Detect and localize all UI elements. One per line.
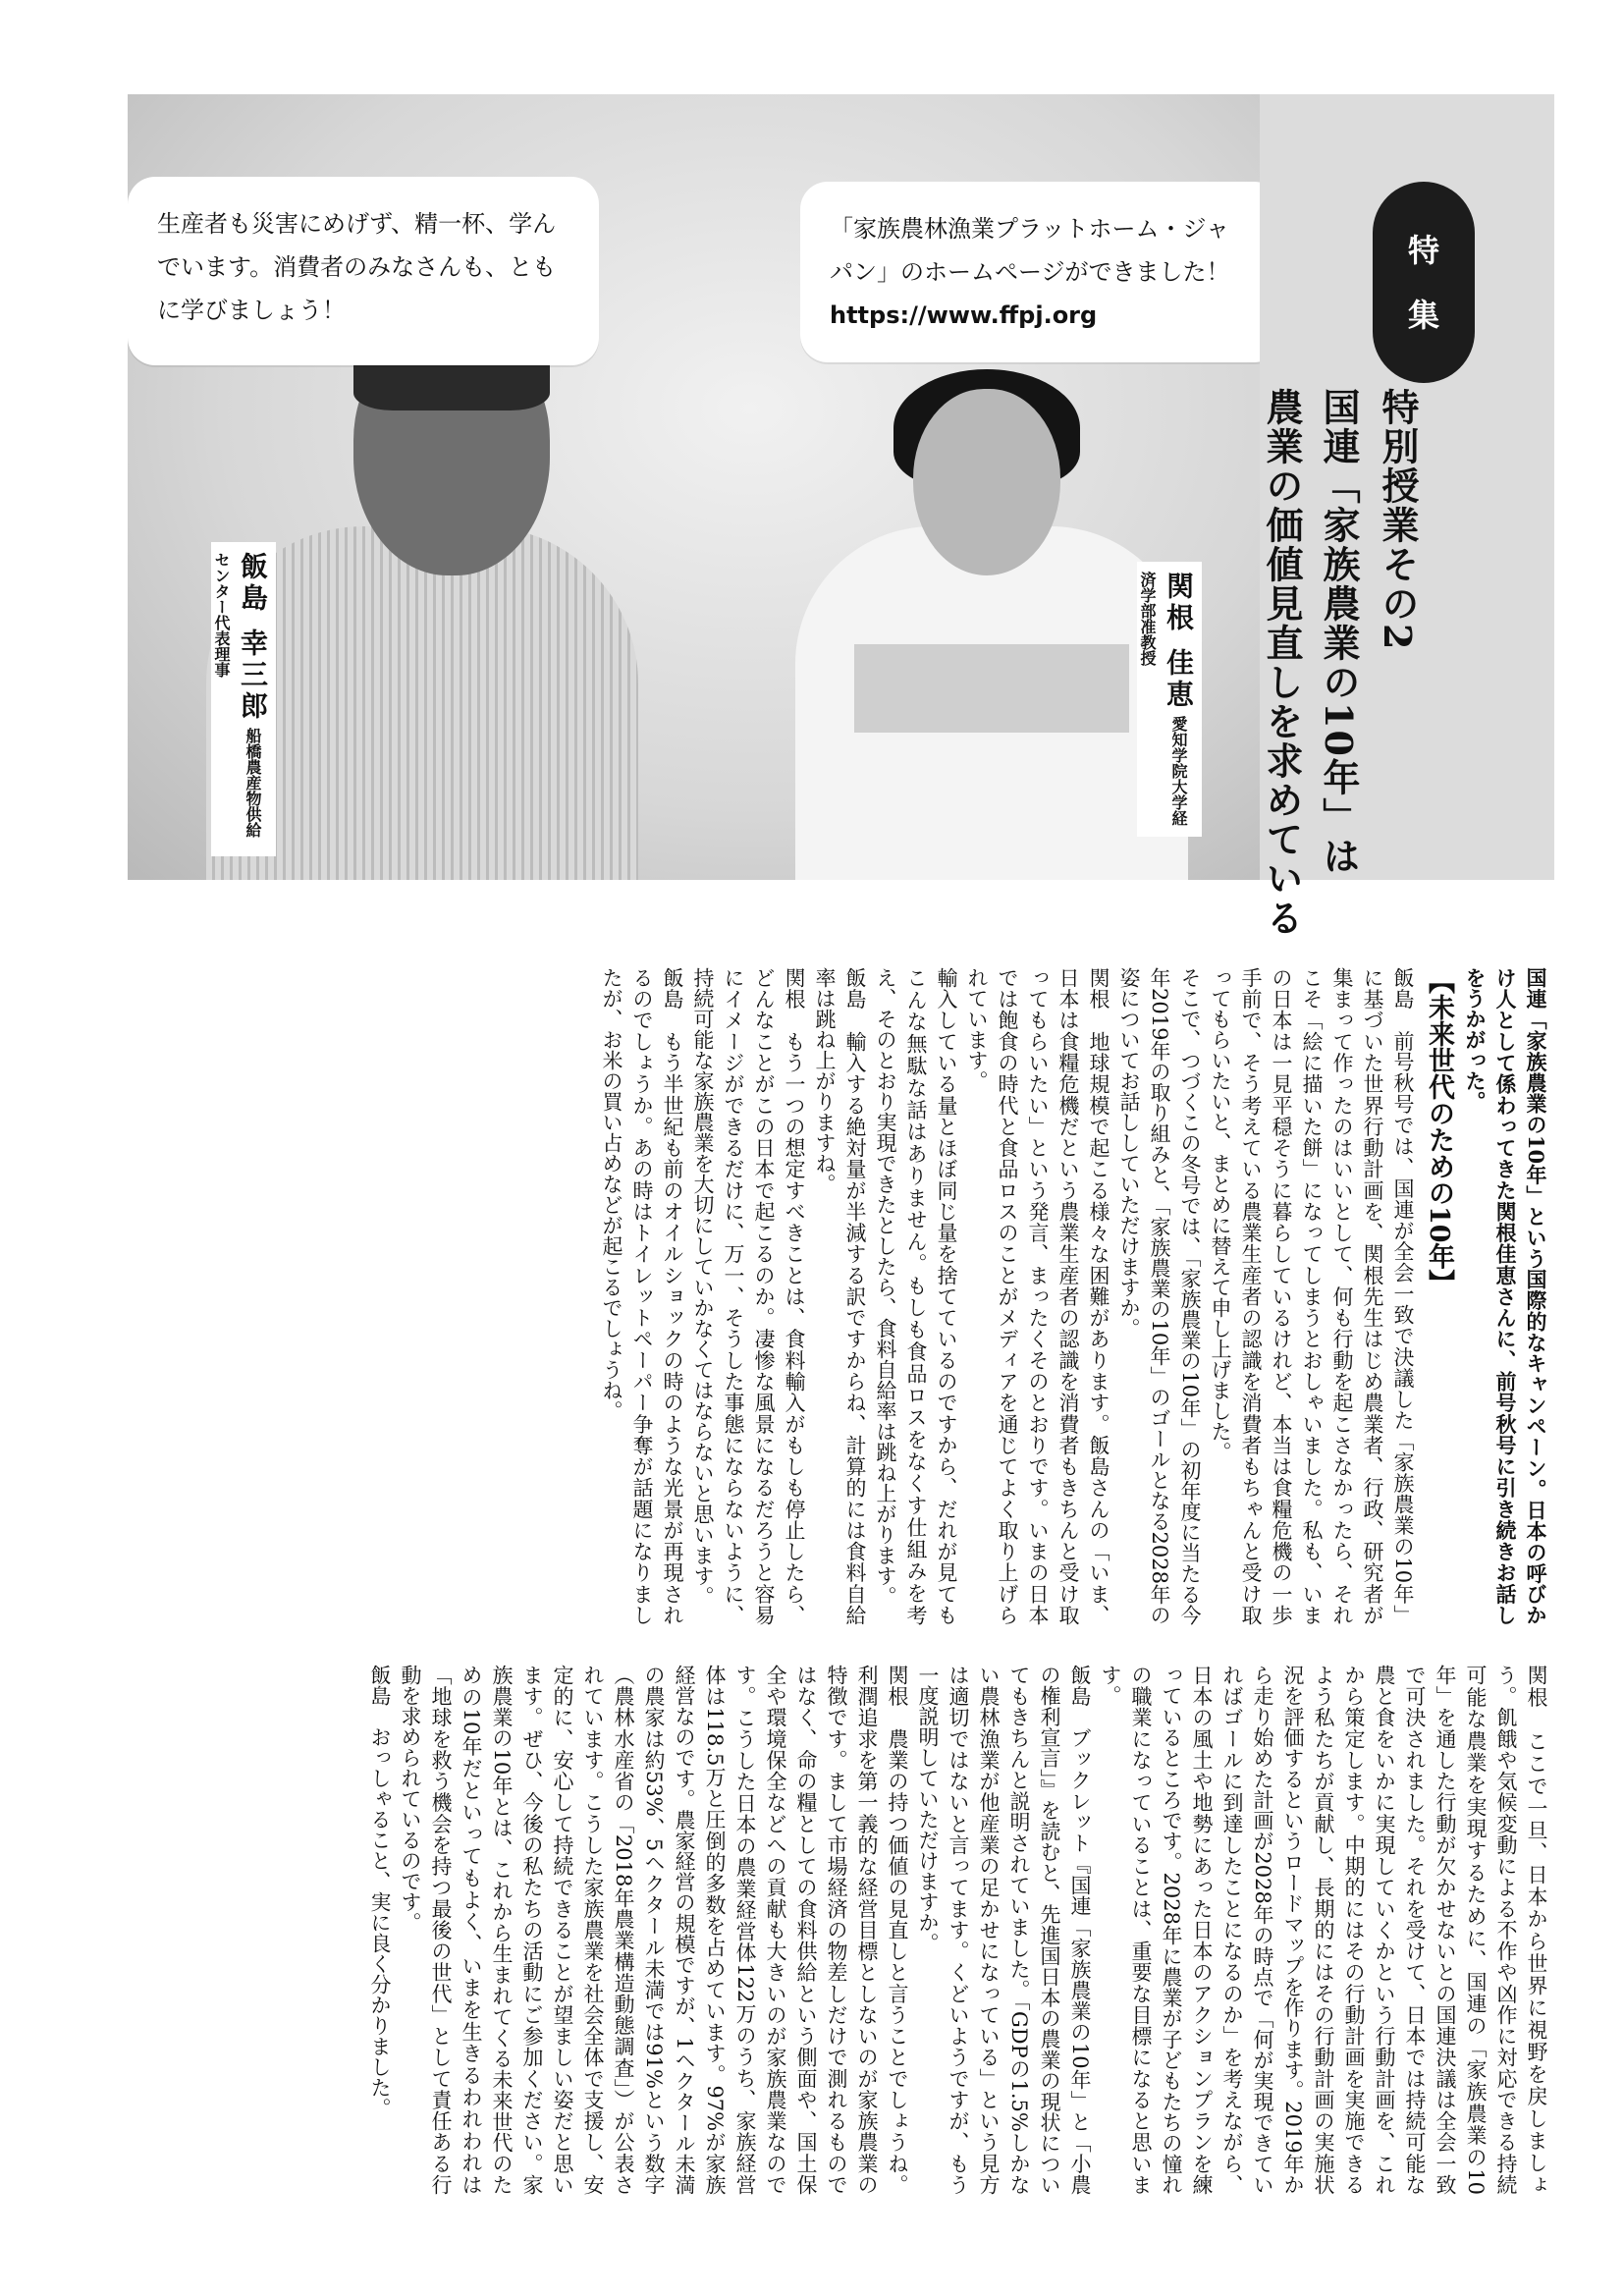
woman-head <box>913 389 1060 575</box>
section-heading: 【未来世代のための10年】 <box>1424 967 1454 1296</box>
article-paragraph: 飯島 輸入する絶対量が半減する訳ですからね、計算的には食料自給率は跳ね上がりますね。 <box>813 967 867 1625</box>
speech-bubble-homepage-text: 「家族農林漁業プラットホーム・ジャパン」のホームページができました！ <box>830 215 1230 286</box>
woman-name-label <box>1137 562 1202 837</box>
article-column-top <box>123 967 1551 1625</box>
headline-line-3: 農業の価値見直しを求めている <box>1260 388 1304 938</box>
headline-line-1: 特別授業その2 <box>1376 388 1420 652</box>
article-paragraph: 飯島 前号秋号では、国連が全会一致で決議した「家族農業の10年」に基づいた世界行動計画を、関根先生はじめ農業者、行政、研究者が集まって作ったのはいいとして、何も行動を起こさなかったら、それこそ「絵に描いた餅」になってしまうとおしゃいました。私も、いまの日本は一見平穏そうに暮らしているけれど、本当は食糧危機の一歩手前で、そう考えている農業生産者の認識を消費者もちゃんと受け取ってもらいたいと、まとめに替えて申し上げました。 <box>1209 967 1415 1625</box>
speech-bubble-producer-text: 生産者も災害にめげず、精一杯、学んでいます。消費者のみなさんも、ともに学びましょう！ <box>157 210 557 324</box>
kimono-obi <box>854 644 1129 733</box>
article-column-bottom <box>123 1665 1551 2195</box>
man-title: 船橋農産物供給センター代表理事 <box>212 552 262 838</box>
feature-badge <box>1373 182 1475 383</box>
feature-badge-char-2: 集 <box>1407 296 1439 334</box>
article-paragraph: 飯島 ブックレット『国連「家族農業の10年」と「小農の権利宣言」』を読むと、先進国日本の農業の現状についてもきちんと説明されていました。「GDPの1.5%しかない農林漁業が他産業の足かせになっている」という見方は適切ではないと言ってます。くどいようですが、もう一度説明していただけますか。 <box>916 1665 1092 2195</box>
article-paragraph: 関根 もう一つの想定すべきことは、食料輸入がもしも停止したら、どんなことがこの日本で起こるのか。凄惨な風景になるだろうと容易にイメージができるだけに、万一、そうした事態にならないように、持続可能な家族農業を大切にしていかなくてはならないと思います。 <box>691 967 806 1625</box>
article-lead: 国連「家族農業の10年」という国際的なキャンペーン。日本の呼びかけ人として係わってきた関根佳恵さんに、前号秋号に引き続きお話しをうかがった。 <box>1463 967 1548 1625</box>
speech-bubble-homepage <box>800 182 1281 362</box>
speech-bubble-producer <box>128 177 599 365</box>
woman-title: 愛知学院大学経済学部准教授 <box>1138 572 1188 826</box>
homepage-url[interactable]: https://www.ffpj.org <box>830 301 1098 329</box>
article-paragraph: 関根 地球規模で起こる様々な困難があります。飯島さんの「いま、日本は食糧危機だという農業生産者の認識を消費者もきちんと受け取ってもらいたい」という発言、まったくそのとおりです。いまの日本では飽食の時代と食品ロスのことがメディアを通じてよく取り上げられています。 <box>965 967 1110 1625</box>
feature-badge-char-1: 特 <box>1407 231 1439 269</box>
article-paragraph: 飯島 おっしゃること、実に良く分かりました。 <box>368 1665 392 2118</box>
woman-name: 関根 佳恵 <box>1163 572 1195 711</box>
article-paragraph: 輸入している量とほぼ同じ量を捨てているのですから、だれが見てもこんな無駄な話はありません。もしも食品ロスをなくす仕組みを考え、そのとおり実現できたとしたら、食料自給率は跳ね上がります。 <box>874 967 958 1625</box>
article-paragraph: 関根 ここで一旦、日本から世界に視野を戻しましょう。飢餓や気候変動による不作や凶作に対応できる持続可能な農業を実現するために、国連の「家族農業の10年」を通した行動が欠かせないとの国連決議は全会一致で可決されました。それを受けて、日本では持続可能な農と食をいかに実現していくかという行動計画を、これから策定します。中期的にはその行動計画を実施できるよう私たちが貢献し、長期的にはその行動計画の実施状況を評価するというロードマップを作ります。2019年から走り始めた計画が2028年の時点で「何が実現できていればゴールに到達したことになるのか」を考えながら、日本の風土や地勢にあった日本のアクションプランを練っているところです。2028年に農業が子どもたちの憧れの職業になっていることは、重要な目標になると思います。 <box>1099 1665 1548 2195</box>
article-paragraph: 関根 農業の持つ価値の見直しと言うことでしょうね。利潤追求を第一義的な経営目標としないのが家族農業の特徴です。まして市場経済の物差しだけで測れるものではなく、命の糧としての食料供給という側面や、国土保全や環境保全などへの貢献も大きいのが家族農業なのです。こうした日本の農業経営体122万のうち、家族経営体は118.5万と圧倒的多数を占めています。97%が家族経営なのです。農家経営の規模ですが、1ヘクタール未満の農家は約53%、5ヘクタール未満では91%という数字（農林水産省の「2018年農業構造動態調査」）が公表されています。こうした家族農業を社会全体で支援し、安定的に、安心して持続できることが望ましい姿だと思います。ぜひ、今後の私たちの活動にご参加ください。家族農業の10年とは、これから生まれてくる未来世代のための10年だといってもよく、いまを生きるわれわれは「地球を救う機会を持つ最後の世代」として責任ある行動を求められているのです。 <box>399 1665 909 2195</box>
article-paragraph: 飯島 もう半世紀も前のオイルショックの時のような光景が再現されるのでしょうか。あの時はトイレットペーパー争奪が話題になりましたが、お米の買い占めなどが起こるでしょうね。 <box>600 967 684 1625</box>
article-paragraph: そこで、つづくこの冬号では、「家族農業の10年」の初年度に当たる今年2019年の取り組みと、「家族農業の10年」のゴールとなる2028年の姿についてお話ししていただけますか。 <box>1117 967 1202 1625</box>
headline-line-2: 国連「家族農業の10年」は <box>1317 388 1361 876</box>
man-name: 飯島 幸三郎 <box>237 552 269 723</box>
man-name-label <box>211 542 276 856</box>
